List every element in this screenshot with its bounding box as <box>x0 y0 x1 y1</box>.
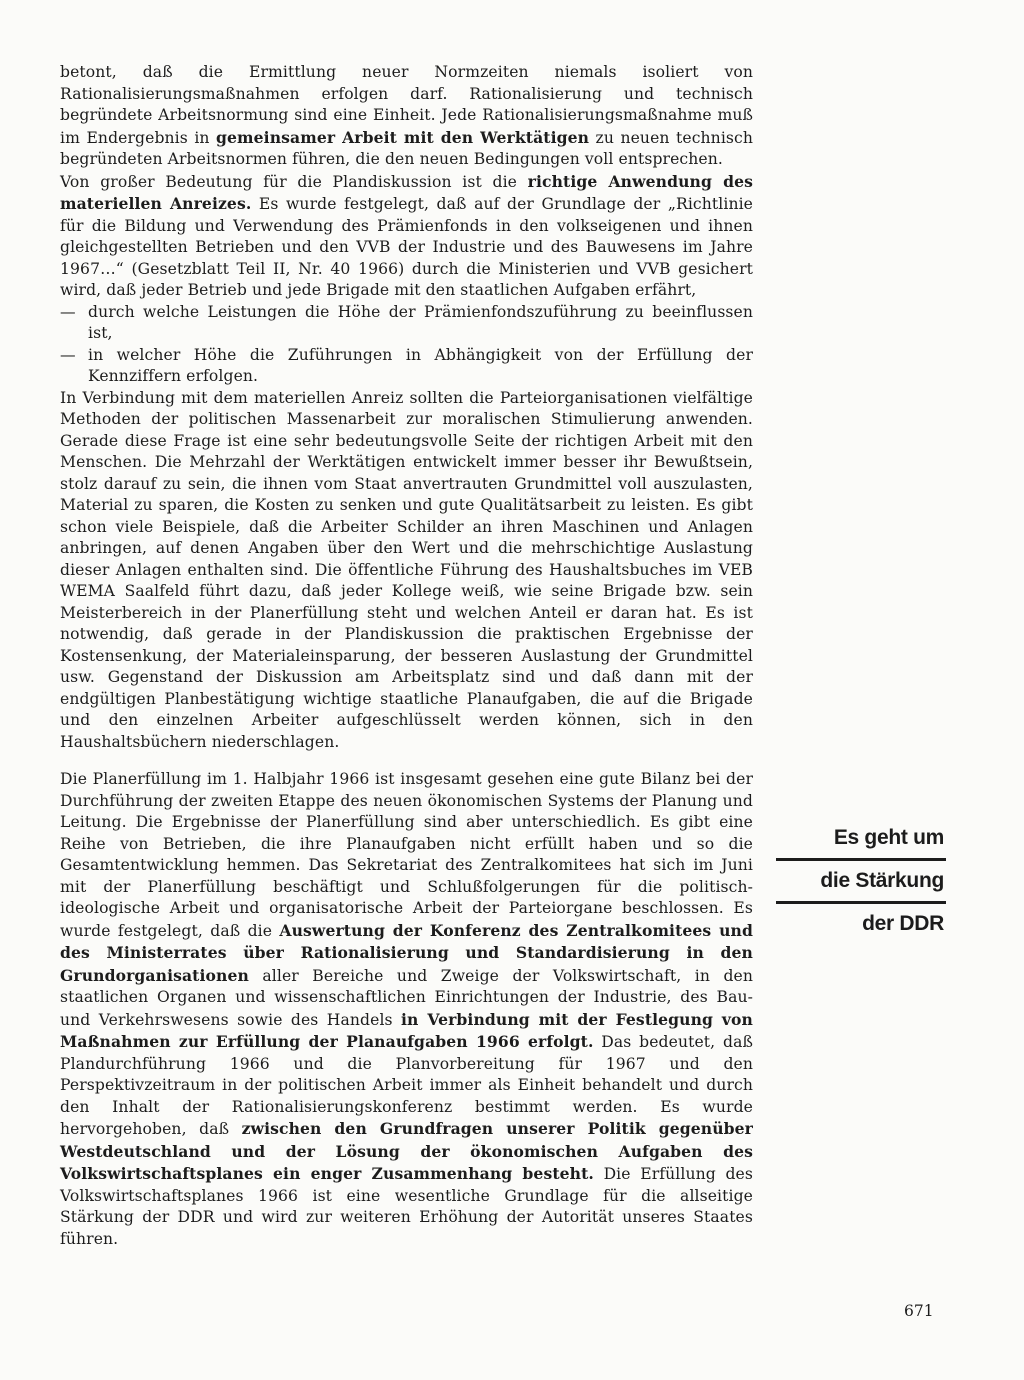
list-item-text: durch welche Leistungen die Höhe der Prämienfondszuführung zu beeinflussen ist, <box>88 302 753 342</box>
margin-heading-line-1: Es geht um <box>833 826 944 849</box>
dash-marker: — <box>60 345 76 364</box>
paragraph-4 <box>60 769 753 1250</box>
text-run: Es wurde festgelegt, daß auf der Grundlage der „Richtlinie für die Bildung und Verwendung des Prämienfonds in den volkseigenen und ihnen gleichgestellten Betrieben und den VVB der Industrie und des Bauwesens im Jahre 1967…“ (Gesetzblatt Teil II, Nr. 40 1966) durch die Ministerien und VVB gesichert wird, daß jeder Betrieb und jede Brigade mit den staatlichen Aufgaben erfährt, <box>60 195 754 299</box>
text-run: In Verbindung mit dem materiellen Anreiz sollten die Parteiorganisationen vielfältige Methoden der politischen Massenarbeit zur moralischen Stimulierung anwenden. Gerade diese Frage ist eine sehr bedeutungsvolle Seite der richtigen Arbeit mit den Menschen. Die Mehrzahl der Werktätigen entwickelt immer besser ihr Bewußtsein, stolz darauf zu sein, die ihnen vom Staat anvertrauten Grundmittel voll auszulasten, Material zu sparen, die Kosten zu senken und gute Qualitätsarbeit zu leisten. Es gibt schon viele Beispiele, daß die Arbeiter Schilder an ihren Maschinen und Anlagen anbringen, auf denen Angaben über den Wert und die mehrschichtige Auslastung dieser Anlagen enthalten sind. Die öffentliche Führung des Haushaltsbuches im VEB WEMA Saalfeld führt dazu, daß jeder Kollege weiß, wie seine Brigade bzw. sein Meisterbereich in der Planerfüllung steht und welchen Anteil er daran hat. Es ist notwendig, daß gerade in der Plandiskussion die praktischen Ergebnisse der Kostensenkung, der Materialeinsparung, der besseren Auslastung der Grundmittel usw. Gegenstand der Diskussion am Arbeitsplatz sind und daß dann mit der endgültigen Planbestätigung wichtige staatliche Planaufgaben, die auf die Brigade und den einzelnen Arbeiter aufgeschlüsselt werden können, sich in den Haushaltsbüchern niederschlagen. <box>60 388 753 751</box>
text-run: betont, daß die Ermittlung neuer Normzeiten niemals isoliert von Rationalisierungsmaßnahmen erfolgen darf. Rationalisierung und technisch begründete Arbeitsnormung sind eine Einheit. Jede Rationalisierungsmaßnahme muß im Endergebnis in <box>60 63 753 147</box>
paragraph-1 <box>60 62 753 171</box>
text-run: Von großer Bedeutung für die Plandiskussion ist die <box>60 172 528 191</box>
bold-phrase: in Verbindung mit der Festlegung von Maßnahmen zur Erfüllung der Planaufgaben 1966 erfolgt. <box>60 1009 753 1051</box>
text-run: Das bedeutet, daß Plandurchführung 1966 und die Planvorbereitung für 1967 und den Perspektivzeitraum in der politischen Arbeit immer als Einheit behandelt und durch den Inhalt der Rationalisierungskonferenz bestimmt werden. Es wurde hervorgehoben, daß <box>60 1033 753 1138</box>
list-item-text: in welcher Höhe die Zuführungen in Abhängigkeit von der Erfüllung der Kennziffern erfolgen. <box>88 345 753 385</box>
dash-marker: — <box>60 302 76 321</box>
margin-rule <box>776 858 946 861</box>
text-run: Die Erfüllung des Volkswirtschaftsplanes 1966 ist eine wesentliche Grundlage für die allseitige Stärkung der DDR und wird zur weiteren Erhöhung der Autorität unseres Staates führen. <box>60 1165 753 1248</box>
bold-phrase: Auswertung der Konferenz des Zentralkomitees und des Ministerrates über Rationalisierung und Standardisierung in den Grundorganisationen <box>60 920 753 985</box>
margin-heading <box>776 822 946 940</box>
paragraph-3 <box>60 388 753 754</box>
body-column <box>60 62 753 1250</box>
margin-heading-line-3: der DDR <box>862 912 944 935</box>
text-run: aller Bereiche und Zweige der Volkswirtschaft, in den staatlichen Organen und wissenschaftlichen Einrichtungen der Industrie, des Bau- und Verkehrswesens sowie des Handels <box>60 966 753 1029</box>
dash-list <box>60 302 753 388</box>
bold-phrase: zwischen den Grundfragen unserer Politik gegenüber Westdeutschland und der Lösung der ökonomischen Aufgaben des Volkswirtschaftsplanes ein enger Zusammenhang besteht. <box>60 1119 753 1183</box>
text-run: zu neuen technisch begründeten Arbeitsnormen führen, die den neuen Bedingungen voll entsprechen. <box>60 128 753 168</box>
bold-phrase: gemeinsamer Arbeit mit den Werktätigen <box>216 127 590 147</box>
list-item <box>60 302 753 345</box>
page-number: 671 <box>904 1302 934 1320</box>
list-item <box>60 345 753 388</box>
margin-heading-line-2: die Stärkung <box>820 869 944 892</box>
margin-rule <box>776 901 946 904</box>
text-run: Die Planerfüllung im 1. Halbjahr 1966 ist insgesamt gesehen eine gute Bilanz bei der Durchführung der zweiten Etappe des neuen ökonomischen Systems der Planung und Leitung. Die Ergebnisse der Planerfüllung sind aber unterschiedlich. Es gibt eine Reihe von Betrieben, die ihre Planaufgaben nicht erfüllt haben und so die Gesamtentwicklung hemmen. Das Sekretariat des Zentralkomitees hat sich im Juni mit der Planerfüllung beschäftigt und Schlußfolgerungen für die politisch-ideologische Arbeit und organisatorische Arbeit der Parteiorgane beschlossen. Es wurde festgelegt, daß die <box>60 770 753 940</box>
bold-phrase: richtige Anwendung des materiellen Anreizes. <box>60 171 753 213</box>
paragraph-2 <box>60 171 753 302</box>
